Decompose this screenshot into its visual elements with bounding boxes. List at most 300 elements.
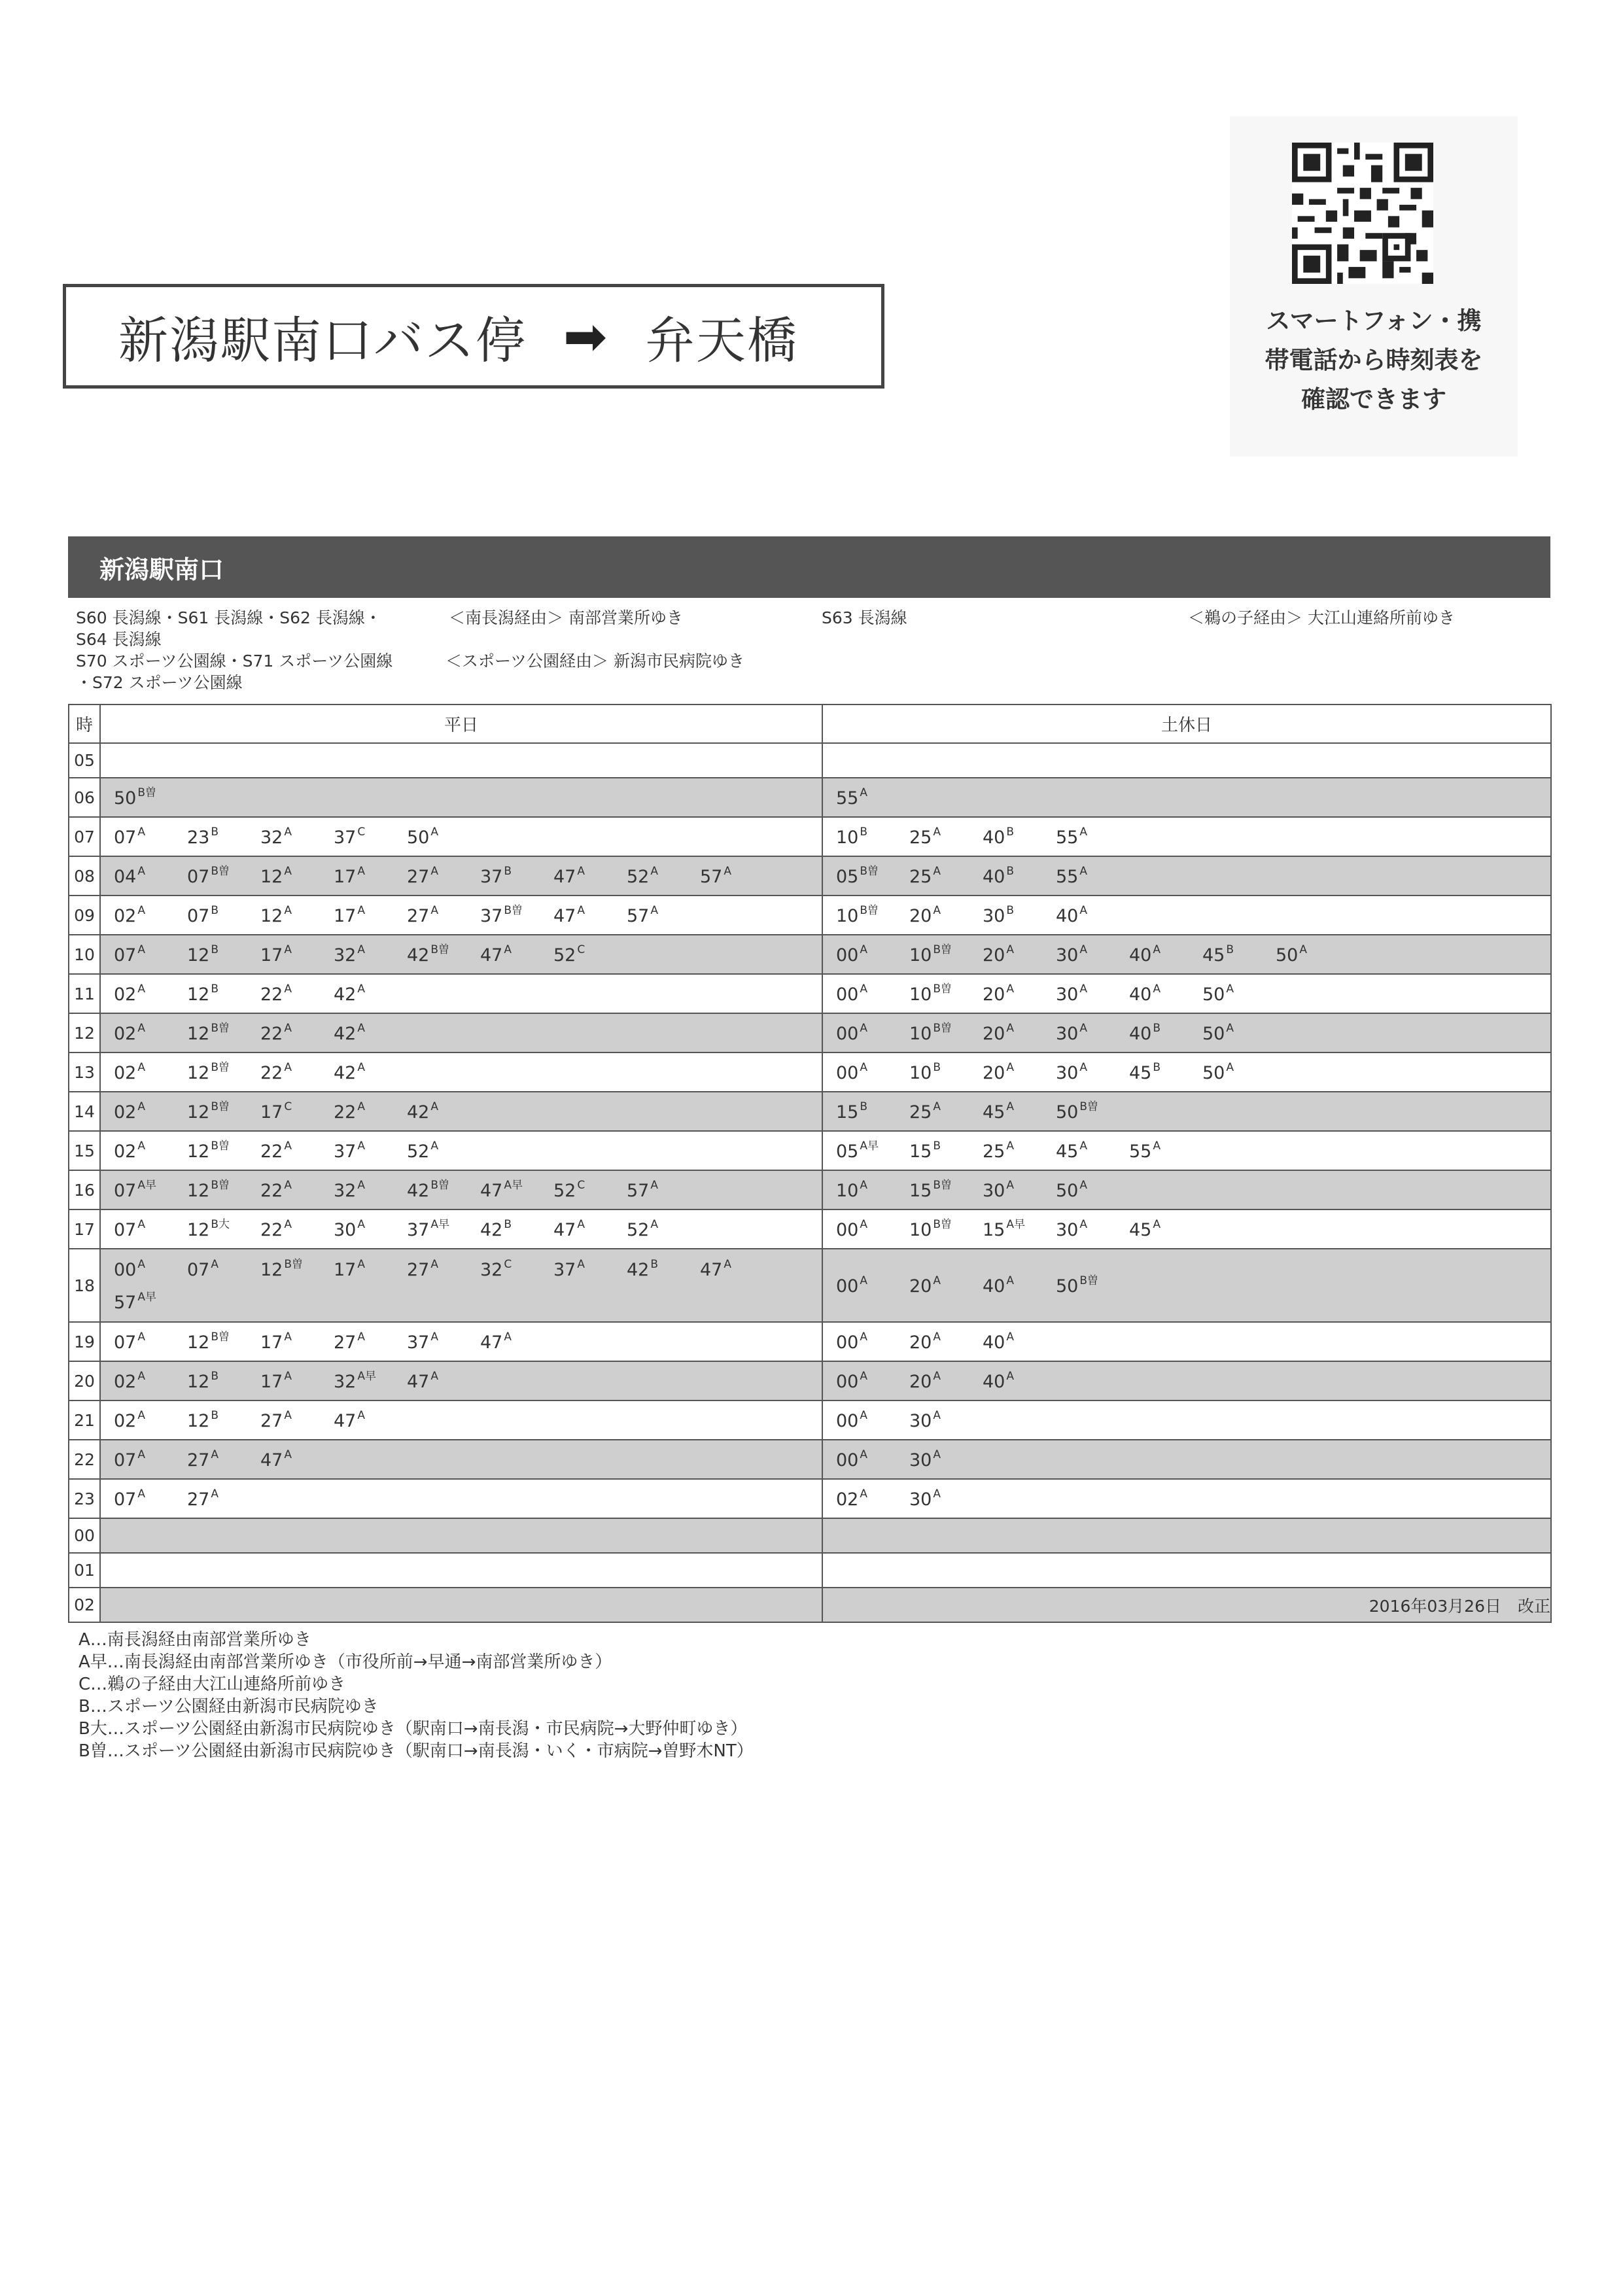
departure-time [260,1327,334,1359]
departure-minute: 47 [480,1332,503,1353]
departure-time [114,1484,187,1516]
departure-minute: 17 [260,945,283,965]
weekday-times-cell [100,1013,822,1052]
departure-time [909,822,983,854]
legend-item: C…鵜の子経由大江山連絡所前ゆき [79,1675,346,1694]
route-mark: A早 [504,1179,523,1192]
route-mark: A [933,1100,941,1113]
route-mark: A [933,1448,941,1461]
hour-row [69,974,1551,1013]
departure-time [334,861,407,894]
route-group-2: S63 長潟線 [822,608,907,627]
route-mark: C [284,1100,292,1113]
route-mark: A早 [860,1139,879,1153]
route-mark: A [430,865,438,878]
route-mark: A [137,1331,145,1344]
departure-minute: 12 [187,984,210,1005]
departure-minute: 37 [334,827,357,848]
route-mark: A [357,1258,365,1271]
departure-time [1056,822,1129,854]
route-mark: B曽 [933,1022,952,1035]
departure-minute: 47 [407,1372,430,1392]
departure-time [187,1018,260,1051]
route-mark: A [137,1022,145,1035]
route-mark: A [860,983,867,996]
departure-time [909,1405,983,1438]
departure-minute: 02 [114,1063,137,1083]
departure-time [187,1366,260,1399]
legend-item: B大…スポーツ公園経由新潟市民病院ゆき（駅南口→南長潟・市民病院→大野仲町ゆき） [79,1719,748,1739]
route-mark: A [430,1100,438,1113]
departure-minute: 42 [407,945,430,965]
departure-time [909,1327,983,1359]
route-mark: B [650,1258,659,1271]
departure-time [553,939,627,972]
route-mark: B曽 [504,904,523,917]
departure-time [1056,900,1129,933]
hour-cell: 11 [69,974,100,1013]
route-mark: C [357,826,366,839]
stop-name-header [68,536,1550,598]
hour-row [69,1553,1551,1588]
departure-minute: 12 [187,1181,210,1201]
hour-row [69,1052,1551,1092]
departure-time [260,939,334,972]
departure-time [260,822,334,854]
departure-minute: 00 [836,1332,859,1353]
departure-time [334,822,407,854]
route-mark: A [430,1139,438,1153]
departure-time [260,1136,334,1168]
departure-time [187,1136,260,1168]
route-mark: A [284,1218,292,1231]
departure-time [480,1327,553,1359]
departure-minute: 22 [260,984,283,1005]
departure-time [114,1405,187,1438]
route-mark: A [1226,1061,1234,1074]
route-mark: B曽 [211,1139,230,1153]
departure-minute: 50 [114,788,137,809]
departure-minute: 17 [334,906,357,926]
departure-time [260,1175,334,1208]
route-mark: A早 [430,1218,449,1231]
departure-time [1202,1057,1276,1090]
departure-minute: 27 [407,867,430,887]
departure-minute: 27 [334,1332,357,1353]
holiday-header: 土休日 [822,704,1551,743]
departure-time [983,822,1056,854]
hour-cell: 00 [69,1518,100,1553]
timetable [68,704,1552,1623]
departure-minute: 20 [909,1332,932,1353]
route-mark: A [1006,1139,1014,1153]
route-mark: A [933,1274,941,1287]
hour-row [69,1400,1551,1440]
holiday-times-cell [822,743,1551,778]
departure-minute: 37 [480,867,503,887]
departure-minute: 17 [334,1260,357,1280]
departure-time [553,1214,627,1247]
departure-minute: 32 [334,945,357,965]
departure-time [407,1214,480,1247]
origin-stop: 新潟駅南口バス停 [118,311,527,370]
departure-time [983,1136,1056,1168]
route-mark: A [137,943,145,956]
departure-time [1056,1018,1129,1051]
departure-minute: 45 [1202,945,1225,965]
departure-time [836,1327,909,1359]
departure-minute: 20 [983,1024,1005,1044]
hour-cell: 02 [69,1588,100,1622]
route-mark: B [504,865,512,878]
departure-time [983,1175,1056,1208]
departure-time [700,1254,773,1287]
departure-time [909,1366,983,1399]
departure-minute: 30 [909,1411,932,1431]
departure-time [114,979,187,1011]
route-mark: A [724,865,731,878]
route-mark: B [1006,904,1015,917]
departure-minute: 10 [836,827,859,848]
departure-time [909,1018,983,1051]
qr-code-icon[interactable] [1292,143,1433,284]
route-mark: A [1079,983,1087,996]
departure-minute: 17 [260,1102,283,1122]
departure-minute: 27 [187,1450,210,1470]
route-mark: B曽 [430,943,450,956]
departure-time [1276,939,1349,972]
departure-minute: 07 [187,1260,210,1280]
departure-minute: 27 [187,1489,210,1510]
hour-row [69,743,1551,778]
route-mark: A [1079,1179,1087,1192]
departure-minute: 47 [553,906,576,926]
route-mark: A [284,1409,292,1422]
departure-time [836,939,909,972]
departure-minute: 47 [553,1220,576,1240]
departure-time [836,900,909,933]
departure-minute: 25 [909,1102,932,1122]
route-mark: B [933,1061,941,1074]
departure-time [836,1214,909,1247]
departure-time [836,1136,909,1168]
hour-row [69,856,1551,896]
route-mark: A [284,1022,292,1035]
departure-time [627,861,700,894]
route-mark: A [137,1487,145,1501]
departure-minute: 42 [334,984,357,1005]
departure-time [187,1444,260,1477]
departure-minute: 22 [260,1024,283,1044]
departure-time [407,1327,480,1359]
departure-minute: 00 [114,1260,137,1280]
departure-time [480,939,553,972]
departure-time [260,1444,334,1477]
departure-time [114,1057,187,1090]
route-mark: A [933,826,941,839]
departure-minute: 47 [700,1260,723,1280]
hour-row [69,1170,1551,1209]
departure-minute: 20 [909,906,932,926]
departure-minute: 30 [334,1220,357,1240]
departure-minute: 02 [114,984,137,1005]
departure-time [553,900,627,933]
route-mark: A [933,1370,941,1383]
route-mark: B曽 [933,1218,952,1231]
route-mark: A [357,1022,365,1035]
hour-cell: 10 [69,935,100,974]
route-mark: B曽 [211,1179,230,1192]
departure-minute: 40 [983,1276,1005,1296]
route-mark: A [357,1409,365,1422]
route-mark: B [211,1409,219,1422]
departure-time [983,1327,1056,1359]
departure-time [1129,1018,1202,1051]
departure-minute: 07 [114,1332,137,1353]
departure-minute: 32 [334,1372,357,1392]
route-mark: A [1006,943,1014,956]
departure-time [260,979,334,1011]
departure-time [187,939,260,972]
departure-minute: 45 [1129,1220,1152,1240]
hour-cell: 06 [69,778,100,817]
departure-time [114,1444,187,1477]
departure-minute: 55 [1056,827,1079,848]
departure-time [114,1136,187,1168]
route-mark: B [933,1139,941,1153]
departure-minute: 02 [836,1489,859,1510]
departure-minute: 17 [260,1372,283,1392]
departure-time [187,979,260,1011]
hour-cell: 16 [69,1170,100,1209]
hour-row [69,1361,1551,1400]
holiday-times-cell [822,1092,1551,1131]
route-mark: A [137,1370,145,1383]
route-mark: A [860,1179,867,1192]
hour-row [69,1131,1551,1170]
route-mark: B大 [211,1218,230,1231]
route-mark: B [211,983,219,996]
departure-minute: 40 [1129,1024,1152,1044]
departure-time [407,1096,480,1129]
route-mark: A [1006,1331,1014,1344]
departure-time [1202,1018,1276,1051]
route-mark: A [577,865,585,878]
departure-minute: 42 [407,1102,430,1122]
route-mark: A [1226,1022,1234,1035]
departure-time [836,1444,909,1477]
route-mark: B曽 [211,1061,230,1074]
route-mark: A [1006,1100,1014,1113]
departure-time [187,900,260,933]
destination-stop: 弁天橋 [645,311,799,370]
route-mark: A [430,1370,438,1383]
hour-cell: 22 [69,1440,100,1479]
departure-minute: 50 [1276,945,1299,965]
departure-time [627,1254,700,1287]
departure-minute: 22 [260,1063,283,1083]
weekday-times-cell [100,1588,822,1622]
weekday-times-cell [100,1440,822,1479]
departure-minute: 12 [187,1024,210,1044]
departure-minute: 25 [909,827,932,848]
departure-time [114,1366,187,1399]
departure-time [480,861,553,894]
route-mark: B曽 [430,1179,450,1192]
route-mark: A [1006,1022,1014,1035]
departure-time [260,861,334,894]
departure-minute: 07 [114,1181,137,1201]
departure-minute: 00 [836,1220,859,1240]
departure-minute: 12 [260,1260,283,1280]
departure-time [334,1136,407,1168]
departure-time [836,822,909,854]
route-mark: A [211,1258,218,1271]
departure-minute: 50 [1202,1063,1225,1083]
departure-minute: 57 [700,867,723,887]
route-mark: A [933,1409,941,1422]
hour-cell: 18 [69,1249,100,1322]
hour-row [69,1518,1551,1553]
hour-row [69,1092,1551,1131]
right-arrow-icon: ➡ [563,305,609,367]
departure-minute: 02 [114,906,137,926]
departure-minute: 32 [480,1260,503,1280]
departure-minute: 15 [909,1181,932,1201]
departure-time [187,1484,260,1516]
hour-row [69,1209,1551,1249]
holiday-times-cell [822,1209,1551,1249]
route-mark: A [357,943,365,956]
holiday-times-cell [822,1131,1551,1170]
route-mark: A [933,904,941,917]
departure-minute: 27 [260,1411,283,1431]
departure-time [836,861,909,894]
route-mark: A [284,865,292,878]
departure-minute: 42 [334,1024,357,1044]
route-mark: A [933,1487,941,1501]
route-mark: B曽 [1079,1274,1099,1287]
departure-minute: 00 [836,1450,859,1470]
departure-time [407,1254,480,1287]
departure-time [1129,979,1202,1011]
departure-time [1056,1096,1129,1129]
departure-minute: 15 [836,1102,859,1122]
departure-minute: 55 [836,788,859,809]
departure-minute: 42 [480,1220,503,1240]
departure-time [909,1270,983,1303]
departure-time [983,1366,1056,1399]
route-mark: A [650,904,658,917]
route-mark: B [211,943,219,956]
hour-cell: 14 [69,1092,100,1131]
weekday-times-cell [100,1052,822,1092]
departure-minute: 30 [983,1181,1005,1201]
route-mark: A [137,904,145,917]
route-mark: A [284,1370,292,1383]
departure-time [334,1096,407,1129]
route-mark: A [357,1331,365,1344]
departure-time [407,1175,480,1208]
weekday-times-cell [100,1361,822,1400]
departure-minute: 12 [187,1372,210,1392]
route-mark: A [860,1487,867,1501]
departure-time [553,1254,627,1287]
departure-time [334,1057,407,1090]
route-mark: A [1079,865,1087,878]
route-mark: A [1153,1218,1161,1231]
route-mark: A [504,1331,512,1344]
route-mark: A [577,1218,585,1231]
departure-time [260,900,334,933]
departure-minute: 40 [983,1332,1005,1353]
departure-minute: 00 [836,1024,859,1044]
departure-minute: 00 [836,1372,859,1392]
route-mark: A [137,826,145,839]
departure-time [700,861,773,894]
departure-minute: 47 [480,1181,503,1201]
route-mark: A [430,826,438,839]
departure-time [983,979,1056,1011]
weekday-times-cell [100,1209,822,1249]
route-mark: A [1153,943,1161,956]
departure-minute: 55 [1056,867,1079,887]
hour-row [69,1322,1551,1361]
route-mark: A [860,1274,867,1287]
route-mark: B [211,904,219,917]
legend-item: A…南長潟経由南部営業所ゆき [79,1630,311,1650]
departure-minute: 27 [407,1260,430,1280]
departure-time [909,1175,983,1208]
departure-time [909,1136,983,1168]
holiday-times-cell [822,974,1551,1013]
departure-minute: 42 [627,1260,650,1280]
weekday-times-cell [100,1131,822,1170]
departure-minute: 07 [114,945,137,965]
departure-time [1129,1214,1202,1247]
route-mark: B曽 [860,904,879,917]
hour-row [69,1479,1551,1518]
departure-minute: 07 [114,1450,137,1470]
qr-panel [1230,116,1518,457]
holiday-times-cell [822,1322,1551,1361]
departure-minute: 17 [334,867,357,887]
legend [79,1629,754,1762]
departure-time [836,1057,909,1090]
departure-time [1129,1136,1202,1168]
departure-time [627,900,700,933]
route-mark: A早 [357,1370,376,1383]
departure-minute: 00 [836,1411,859,1431]
route-mark: A [860,1409,867,1422]
departure-time [187,1327,260,1359]
route-destination-1: ＜南長潟経由＞ 南部営業所ゆき [449,608,683,627]
departure-time [1202,979,1276,1011]
holiday-times-cell [822,1400,1551,1440]
departure-minute: 47 [260,1450,283,1470]
departure-minute: 45 [983,1102,1005,1122]
departure-time [836,1175,909,1208]
weekday-times-cell [100,935,822,974]
route-mark: B [1226,943,1234,956]
legend-item: B曽…スポーツ公園経由新潟市民病院ゆき（駅南口→南長潟・いく・市病院→曽野木NT） [79,1741,754,1761]
route-mark: A [137,1061,145,1074]
departure-minute: 10 [836,906,859,926]
departure-time [187,861,260,894]
weekday-times-cell [100,1170,822,1209]
departure-minute: 02 [114,1141,137,1162]
departure-minute: 25 [983,1141,1005,1162]
